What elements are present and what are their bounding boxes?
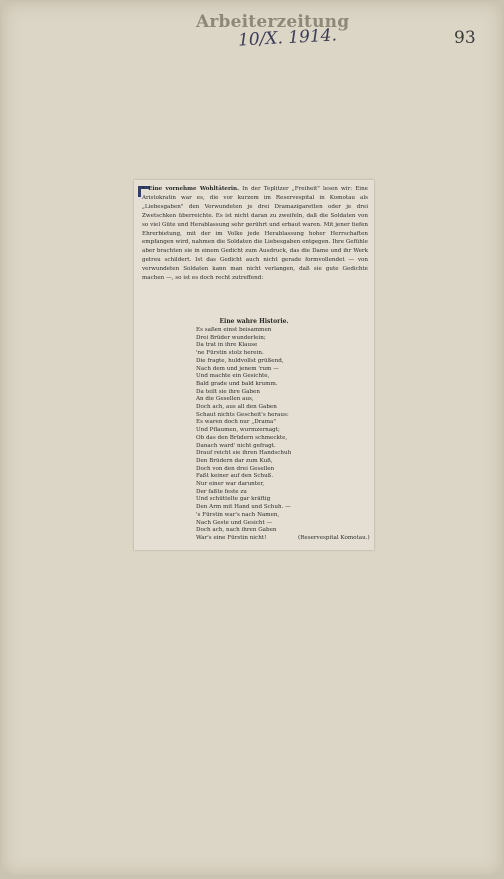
poem-body: Es saßen einst beisammen Drei Brüder wunderlein; Da trat in ihre Klause 'ne Fürstin stolz herein. Die fragte, huldvollst grüßend, Nach dem und jenem 'rum — Und machte ein Gesichte, Bald grade und bald krumm. Da teilt sie ihre Gaben An die Gesellen aus, Doch ach, aus all den Gaben Schaut nichts Gescheit's heraus: Es waren doch nur „Drama" Und Pflaumen, wurmzernagt; Ob das den Brüdern schmeckte, Danach ward' nicht gefragt. Drauf reicht sie ihren Handschuh Den Brüdern dar zum Kuß, Doch von den drei Gesellen Faßt keiner auf den Schuß. Nur einer war darunter, Der faßte feste zu Und schüttelte gar kräftig Den Arm mit Hand und Schuh. — 's Fürstin war's nach Namen, Nach Geste und Gesicht — Doch ach, nach ihren Gaben War's eine Fürstin nicht! bbox=[196, 327, 292, 541]
article-body: In der Teplitzer „Freiheit" lesen wir: Eine Aristokratin war es, die vor kurzem im Reservespital in Komotau als „Liebesgaben" den Verwundeten je drei Dramazigaretten oder je drei Zwetschken überreichte. Es ist nicht daran zu zweifeln, daß die Soldaten von so viel Güte und Herablassung sehr gerührt und erbaut waren. Mit jener tiefen Ehrerbietung, mit der im Volke jede Herablassung hoher Herrschaften empfangen wird, nahmen die Soldaten die Liebesgaben entgegen. Ihre Gefühle aber brachten sie in einem Gedicht zum Ausdruck, das die Dame und ihr Werk getreu schildert. Ist das Gedicht auch nicht gerade formvollendet — von verwundeten Soldaten kann man nicht verlangen, daß sie gute Gedichte machen —, so ist es doch recht zutreffend: bbox=[142, 186, 368, 282]
archive-page bbox=[2, 2, 502, 875]
article-text bbox=[142, 185, 368, 283]
handwritten-date: 10/X. 1914. bbox=[237, 25, 338, 51]
article-lead: * Eine vornehme Wohltäterin. bbox=[142, 186, 240, 192]
signature: (Reservespital Komotau.) bbox=[298, 535, 370, 541]
newspaper-stamp: Arbeiterzeitung bbox=[196, 12, 350, 32]
newspaper-clipping bbox=[134, 180, 374, 550]
page-number: 93 bbox=[454, 28, 476, 48]
poem-title: Eine wahre Historie. bbox=[219, 318, 289, 325]
